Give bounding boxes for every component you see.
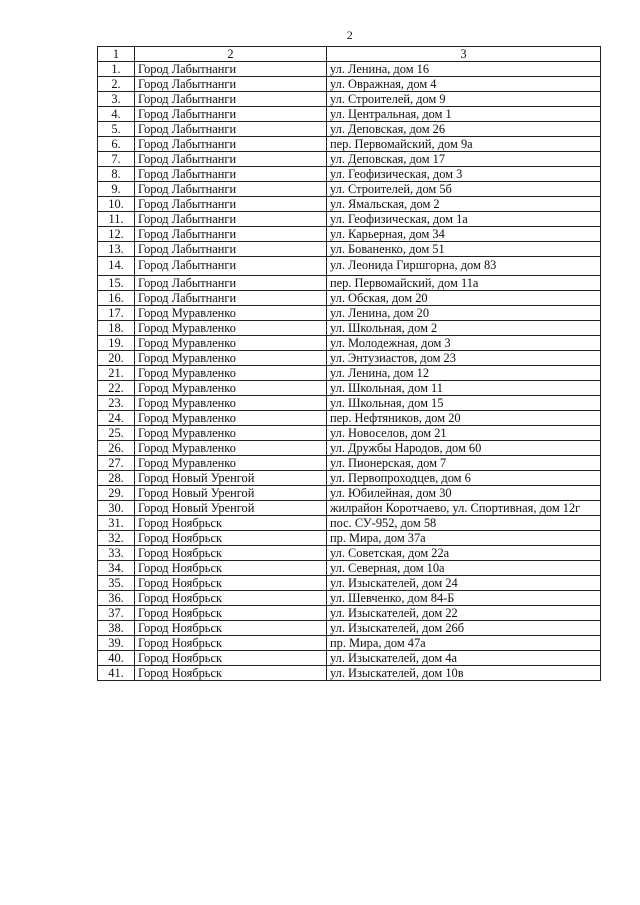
row-city: Город Лабытнанги [135, 276, 327, 291]
row-address: ул. Юбилейная, дом 30 [327, 486, 601, 501]
table-row [98, 306, 601, 321]
table-row [98, 77, 601, 92]
row-address: ул. Геофизическая, дом 1а [327, 212, 601, 227]
row-city: Город Лабытнанги [135, 137, 327, 152]
row-number: 14. [98, 257, 135, 276]
row-number: 39. [98, 636, 135, 651]
row-number: 11. [98, 212, 135, 227]
row-city: Город Новый Уренгой [135, 486, 327, 501]
row-address: ул. Обская, дом 20 [327, 291, 601, 306]
row-number: 16. [98, 291, 135, 306]
row-address: пер. Первомайский, дом 9а [327, 137, 601, 152]
table-header-row [98, 47, 601, 62]
table-row [98, 137, 601, 152]
row-city: Город Ноябрьск [135, 621, 327, 636]
row-number: 5. [98, 122, 135, 137]
row-number: 15. [98, 276, 135, 291]
row-number: 9. [98, 182, 135, 197]
row-number: 36. [98, 591, 135, 606]
table-row [98, 456, 601, 471]
row-number: 26. [98, 441, 135, 456]
row-address: ул. Изыскателей, дом 22 [327, 606, 601, 621]
row-city: Город Ноябрьск [135, 666, 327, 681]
table-row [98, 152, 601, 167]
row-address: ул. Шевченко, дом 84-Б [327, 591, 601, 606]
row-number: 22. [98, 381, 135, 396]
row-number: 20. [98, 351, 135, 366]
row-address: ул. Северная, дом 10а [327, 561, 601, 576]
table-row [98, 276, 601, 291]
row-city: Город Ноябрьск [135, 606, 327, 621]
row-city: Город Ноябрьск [135, 651, 327, 666]
table-row [98, 531, 601, 546]
row-city: Город Лабытнанги [135, 152, 327, 167]
row-address: ул. Ленина, дом 20 [327, 306, 601, 321]
row-city: Город Муравленко [135, 381, 327, 396]
table-row [98, 257, 601, 276]
row-address: ул. Школьная, дом 2 [327, 321, 601, 336]
row-address: ул. Ямальская, дом 2 [327, 197, 601, 212]
table-row [98, 122, 601, 137]
table-row [98, 651, 601, 666]
row-number: 33. [98, 546, 135, 561]
row-city: Город Ноябрьск [135, 531, 327, 546]
row-number: 10. [98, 197, 135, 212]
row-number: 28. [98, 471, 135, 486]
address-table [97, 46, 601, 681]
row-number: 25. [98, 426, 135, 441]
row-number: 4. [98, 107, 135, 122]
row-city: Город Лабытнанги [135, 122, 327, 137]
row-address: ул. Советская, дом 22а [327, 546, 601, 561]
row-address: ул. Школьная, дом 15 [327, 396, 601, 411]
row-city: Город Муравленко [135, 426, 327, 441]
row-number: 12. [98, 227, 135, 242]
row-city: Город Ноябрьск [135, 546, 327, 561]
table-row [98, 666, 601, 681]
row-city: Город Лабытнанги [135, 92, 327, 107]
table-row [98, 197, 601, 212]
row-address: ул. Пионерская, дом 7 [327, 456, 601, 471]
row-address: ул. Изыскателей, дом 24 [327, 576, 601, 591]
header-col-city: 2 [135, 47, 327, 62]
row-city: Город Ноябрьск [135, 576, 327, 591]
row-address: ул. Первопроходцев, дом 6 [327, 471, 601, 486]
row-city: Город Лабытнанги [135, 167, 327, 182]
row-number: 35. [98, 576, 135, 591]
row-city: Город Лабытнанги [135, 227, 327, 242]
row-address: пр. Мира, дом 47а [327, 636, 601, 651]
row-number: 31. [98, 516, 135, 531]
table-row [98, 516, 601, 531]
row-address: ул. Карьерная, дом 34 [327, 227, 601, 242]
row-address: ул. Молодежная, дом 3 [327, 336, 601, 351]
row-city: Город Лабытнанги [135, 182, 327, 197]
row-address: ул. Новоселов, дом 21 [327, 426, 601, 441]
table-row [98, 242, 601, 257]
row-address: ул. Строителей, дом 9 [327, 92, 601, 107]
row-city: Город Муравленко [135, 351, 327, 366]
row-number: 27. [98, 456, 135, 471]
row-number: 18. [98, 321, 135, 336]
table-row [98, 441, 601, 456]
table-row [98, 606, 601, 621]
row-number: 1. [98, 62, 135, 77]
row-number: 23. [98, 396, 135, 411]
table-row [98, 471, 601, 486]
table-row [98, 396, 601, 411]
table-row [98, 351, 601, 366]
row-address: ул. Ленина, дом 16 [327, 62, 601, 77]
table-row [98, 62, 601, 77]
row-city: Город Лабытнанги [135, 291, 327, 306]
table-row [98, 591, 601, 606]
row-address: пос. СУ-952, дом 58 [327, 516, 601, 531]
row-number: 32. [98, 531, 135, 546]
row-number: 2. [98, 77, 135, 92]
row-address: ул. Леонида Гиршгорна, дом 83 [327, 257, 601, 276]
row-number: 13. [98, 242, 135, 257]
row-address: пр. Мира, дом 37а [327, 531, 601, 546]
table-row [98, 501, 601, 516]
table-row [98, 167, 601, 182]
row-address: ул. Дружбы Народов, дом 60 [327, 441, 601, 456]
row-address: ул. Геофизическая, дом 3 [327, 167, 601, 182]
row-city: Город Муравленко [135, 441, 327, 456]
row-city: Город Ноябрьск [135, 591, 327, 606]
table-row [98, 227, 601, 242]
row-city: Город Лабытнанги [135, 242, 327, 257]
table-row [98, 321, 601, 336]
row-city: Город Муравленко [135, 306, 327, 321]
row-city: Город Лабытнанги [135, 197, 327, 212]
table-row [98, 576, 601, 591]
row-address: ул. Ленина, дом 12 [327, 366, 601, 381]
page-number: 2 [346, 28, 354, 42]
row-number: 34. [98, 561, 135, 576]
row-address: пер. Нефтяников, дом 20 [327, 411, 601, 426]
table-row [98, 381, 601, 396]
row-number: 38. [98, 621, 135, 636]
row-address: ул. Изыскателей, дом 4а [327, 651, 601, 666]
table-body [98, 62, 601, 681]
row-city: Город Лабытнанги [135, 212, 327, 227]
row-city: Город Муравленко [135, 321, 327, 336]
row-number: 21. [98, 366, 135, 381]
row-number: 30. [98, 501, 135, 516]
table-row [98, 621, 601, 636]
table-row [98, 92, 601, 107]
row-city: Город Лабытнанги [135, 77, 327, 92]
header-col-address: 3 [327, 47, 601, 62]
row-address: ул. Энтузиастов, дом 23 [327, 351, 601, 366]
row-city: Город Ноябрьск [135, 516, 327, 531]
row-address: ул. Изыскателей, дом 10в [327, 666, 601, 681]
row-address: ул. Центральная, дом 1 [327, 107, 601, 122]
row-city: Город Муравленко [135, 456, 327, 471]
row-city: Город Ноябрьск [135, 561, 327, 576]
row-city: Город Лабытнанги [135, 257, 327, 276]
table-row [98, 291, 601, 306]
row-number: 8. [98, 167, 135, 182]
table-row [98, 426, 601, 441]
row-number: 41. [98, 666, 135, 681]
table-row [98, 212, 601, 227]
table-row [98, 546, 601, 561]
row-number: 17. [98, 306, 135, 321]
row-address: пер. Первомайский, дом 11а [327, 276, 601, 291]
row-city: Город Муравленко [135, 366, 327, 381]
row-address: ул. Овражная, дом 4 [327, 77, 601, 92]
row-address: ул. Деповская, дом 17 [327, 152, 601, 167]
table-row [98, 182, 601, 197]
row-address: ул. Строителей, дом 5б [327, 182, 601, 197]
row-city: Город Муравленко [135, 396, 327, 411]
row-number: 19. [98, 336, 135, 351]
row-address: ул. Деповская, дом 26 [327, 122, 601, 137]
row-number: 37. [98, 606, 135, 621]
row-city: Город Лабытнанги [135, 62, 327, 77]
row-city: Город Муравленко [135, 336, 327, 351]
table-row [98, 411, 601, 426]
row-number: 7. [98, 152, 135, 167]
row-city: Город Ноябрьск [135, 636, 327, 651]
row-city: Город Лабытнанги [135, 107, 327, 122]
table-row [98, 366, 601, 381]
table-row [98, 107, 601, 122]
row-address: ул. Школьная, дом 11 [327, 381, 601, 396]
row-address: жилрайон Коротчаево, ул. Спортивная, дом 12г [327, 501, 601, 516]
row-number: 24. [98, 411, 135, 426]
table-row [98, 561, 601, 576]
row-number: 3. [98, 92, 135, 107]
row-city: Город Новый Уренгой [135, 501, 327, 516]
row-number: 40. [98, 651, 135, 666]
table-row [98, 336, 601, 351]
table-row [98, 486, 601, 501]
row-number: 29. [98, 486, 135, 501]
header-col-number: 1 [98, 47, 135, 62]
row-city: Город Муравленко [135, 411, 327, 426]
row-address: ул. Изыскателей, дом 26б [327, 621, 601, 636]
row-city: Город Новый Уренгой [135, 471, 327, 486]
row-number: 6. [98, 137, 135, 152]
row-address: ул. Бованенко, дом 51 [327, 242, 601, 257]
table-row [98, 636, 601, 651]
